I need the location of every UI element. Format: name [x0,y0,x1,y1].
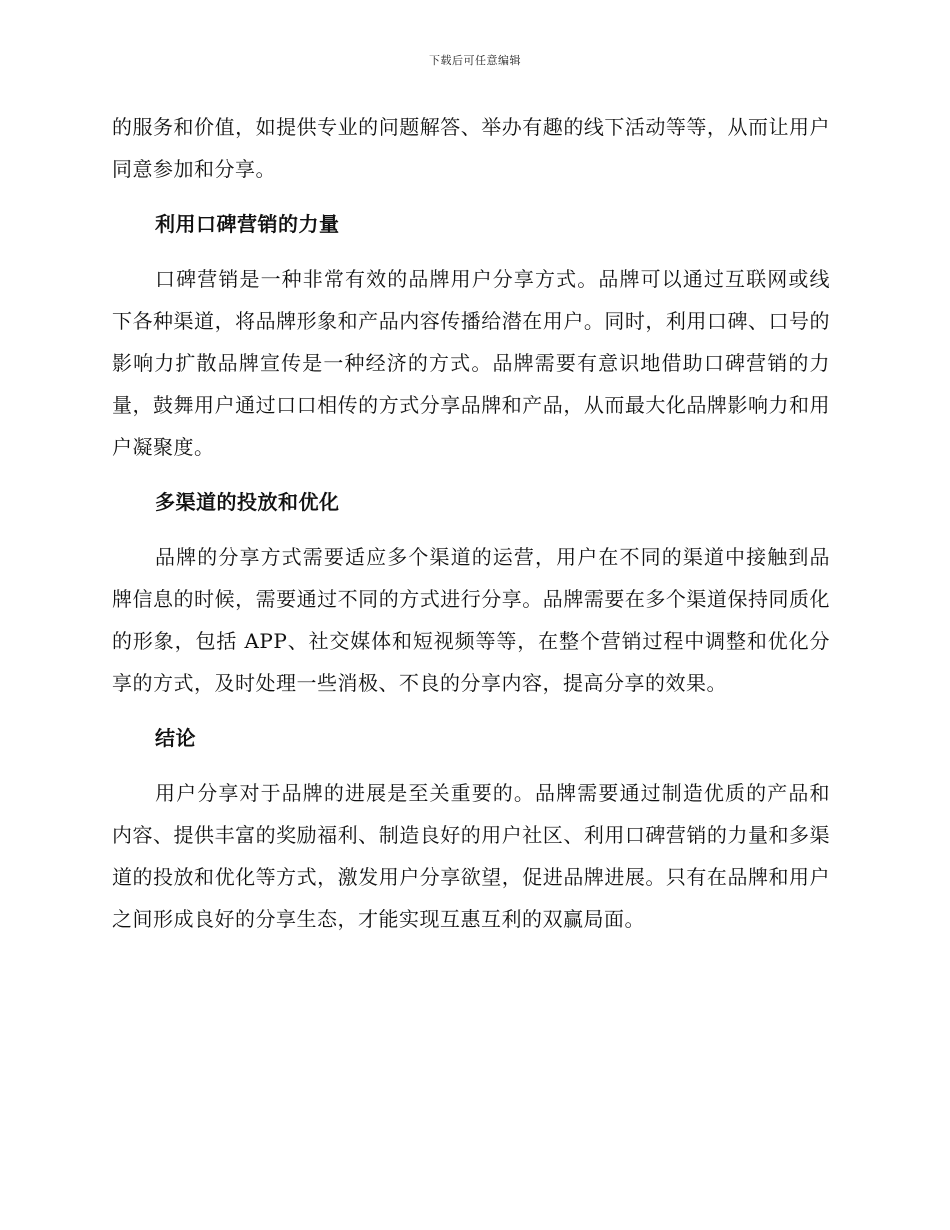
section-heading-word-of-mouth: 利用口碑营销的力量 [155,212,340,236]
section-heading-conclusion: 结论 [155,726,196,750]
section-paragraph-conclusion: 用户分享对于品牌的进展是至关重要的。品牌需要通过制造优质的产品和内容、提供丰富的奖励福利、制造良好的用户社区、利用口碑营销的力量和多渠道的投放和优化等方式，激发用户分享欲望，促进品牌进展。只有在品牌和用户之间形成良好的分享生态，才能实现互惠互利的双赢局面。 [112,781,830,931]
section-heading-multichannel: 多渠道的投放和优化 [155,490,340,514]
document-body [112,106,830,953]
page-header: 下载后可任意编辑 [429,54,521,67]
section-paragraph-word-of-mouth: 口碑营销是一种非常有效的品牌用户分享方式。品牌可以通过互联网或线下各种渠道，将品牌形象和产品内容传播给潜在用户。同时，利用口碑、口号的影响力扩散品牌宣传是一种经济的方式。品牌需要有意识地借助口碑营销的力量，鼓舞用户通过口口相传的方式分享品牌和产品，从而最大化品牌影响力和用户凝聚度。 [112,267,830,459]
section-paragraph-multichannel: 品牌的分享方式需要适应多个渠道的运营，用户在不同的渠道中接触到品牌信息的时候，需要通过不同的方式进行分享。品牌需要在多个渠道保持同质化的形象，包括 APP、社交媒体和短视频等等，在整个营销过程中调整和优化分享的方式，及时处理一些消极、不良的分享内容，提高分享的效果。 [112,545,830,695]
continuation-paragraph: 的服务和价值，如提供专业的问题解答、举办有趣的线下活动等等，从而让用户同意参加和分享。 [112,115,830,181]
